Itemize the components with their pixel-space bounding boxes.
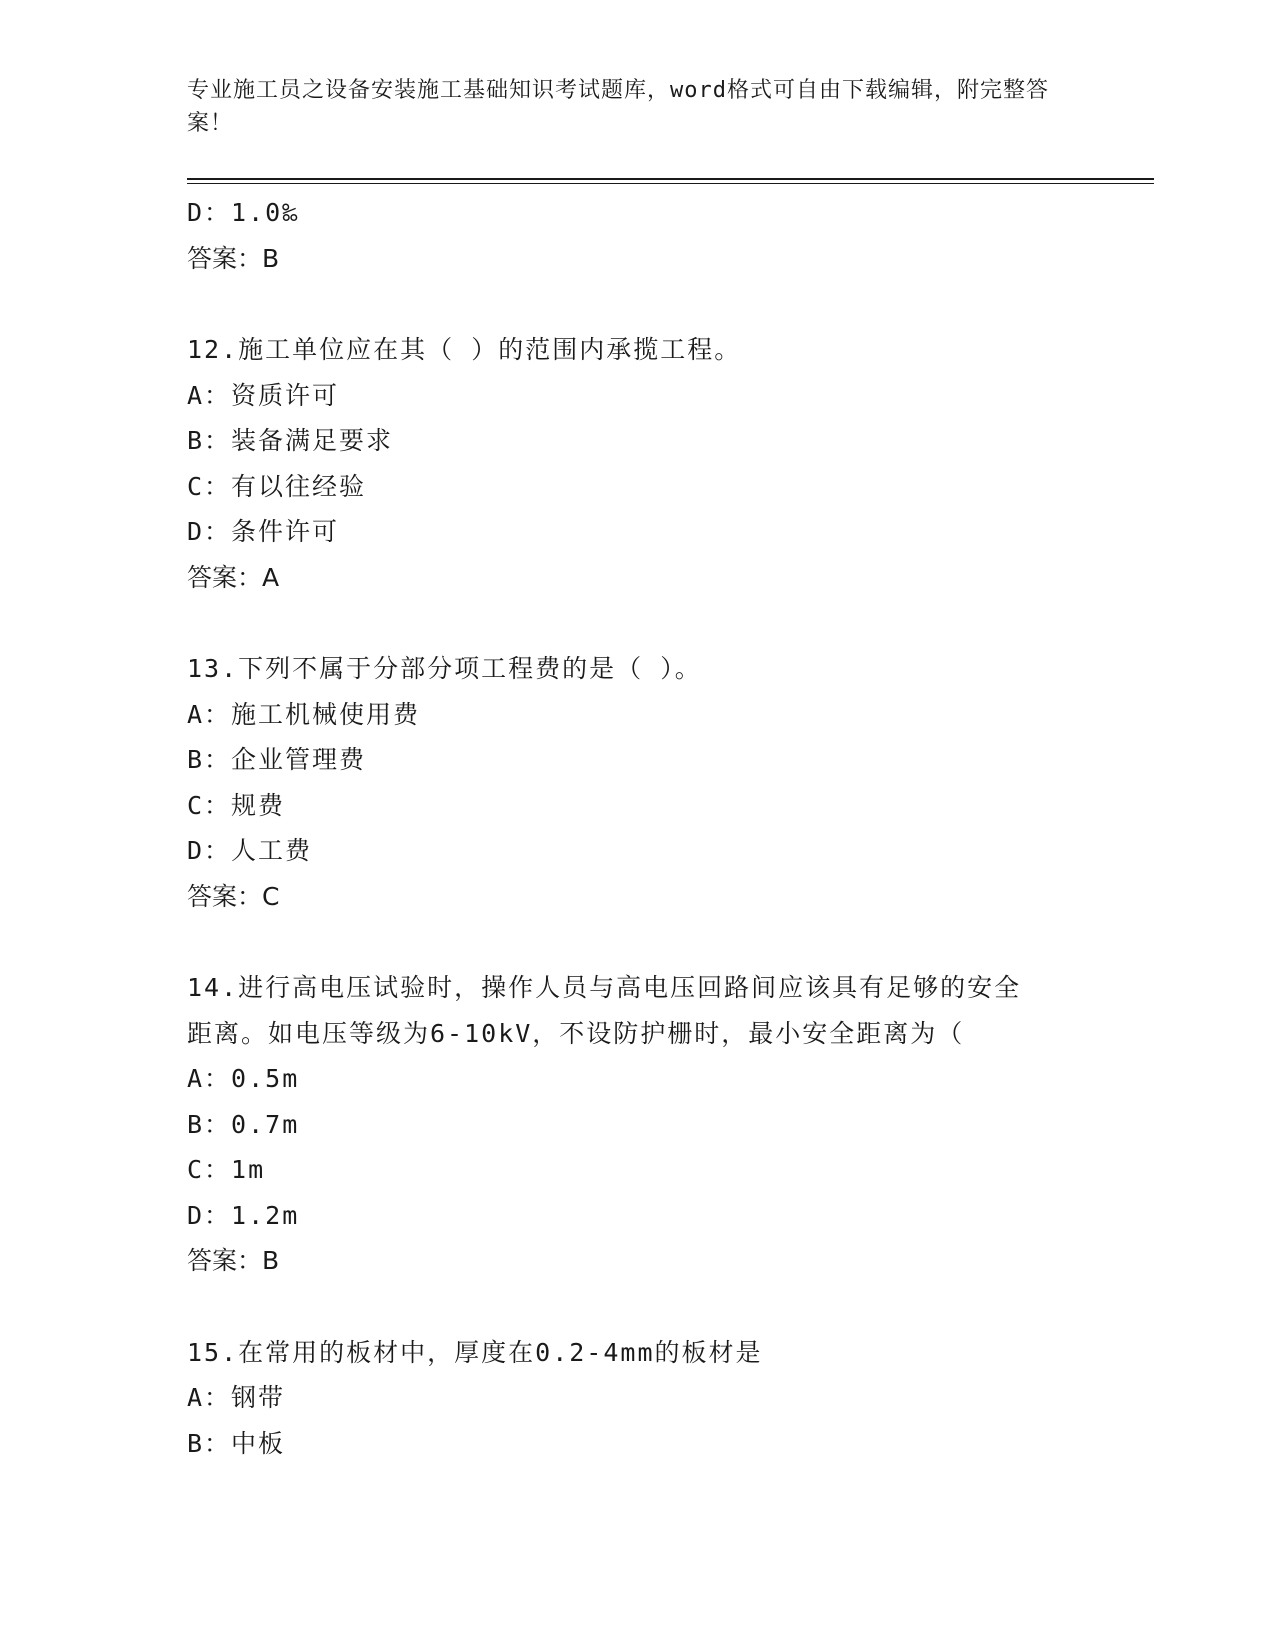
option-d: D：1.0‰ bbox=[187, 198, 300, 227]
option-a: A：资质许可 bbox=[187, 380, 340, 410]
question-14 bbox=[187, 965, 1087, 1284]
option-b: B：中板 bbox=[187, 1428, 286, 1458]
question-15 bbox=[187, 1330, 1087, 1467]
option-a: A：钢带 bbox=[187, 1383, 286, 1412]
answer-line: 答案：A bbox=[187, 562, 280, 592]
option-b: B：0.7m bbox=[187, 1109, 300, 1139]
spacer bbox=[187, 919, 1087, 965]
spacer bbox=[187, 281, 1087, 327]
question-13 bbox=[187, 646, 1087, 919]
header-divider-thin bbox=[187, 183, 1154, 184]
option-c: C：规费 bbox=[187, 790, 286, 820]
question-list bbox=[187, 190, 1087, 1466]
question-stem: 13.下列不属于分部分项工程费的是（ ）。 bbox=[187, 654, 702, 683]
answer-line: 答案：B bbox=[187, 243, 280, 273]
question-stem: 15.在常用的板材中，厚度在0.2-4mm的板材是 bbox=[187, 1337, 763, 1367]
option-c: C：1m bbox=[187, 1155, 266, 1184]
option-d: D：人工费 bbox=[187, 836, 313, 865]
option-a: A：0.5m bbox=[187, 1064, 300, 1093]
header-divider bbox=[187, 178, 1154, 180]
page-header: 专业施工员之设备安装施工基础知识考试题库，word格式可自由下载编辑，附完整答案！ bbox=[187, 78, 1049, 136]
option-b: B：装备满足要求 bbox=[187, 426, 394, 455]
answer-line: 答案：B bbox=[187, 1246, 280, 1275]
option-c: C：有以往经验 bbox=[187, 471, 367, 501]
option-b: B：企业管理费 bbox=[187, 745, 367, 774]
option-a: A：施工机械使用费 bbox=[187, 699, 421, 729]
spacer bbox=[187, 1284, 1087, 1330]
question-stem: 12.施工单位应在其（ ）的范围内承揽工程。 bbox=[187, 335, 742, 364]
question-stem-line-1: 14.进行高电压试验时，操作人员与高电压回路间应该具有足够的安全 bbox=[187, 973, 1022, 1002]
question-stem-line-2: 距离。如电压等级为6-10kV，不设防护栅时，最小安全距离为（ bbox=[187, 1018, 965, 1048]
spacer bbox=[187, 600, 1087, 646]
question-12 bbox=[187, 327, 1087, 600]
answer-line: 答案：C bbox=[187, 881, 280, 911]
option-d: D：条件许可 bbox=[187, 517, 340, 546]
option-d: D：1.2m bbox=[187, 1200, 300, 1230]
